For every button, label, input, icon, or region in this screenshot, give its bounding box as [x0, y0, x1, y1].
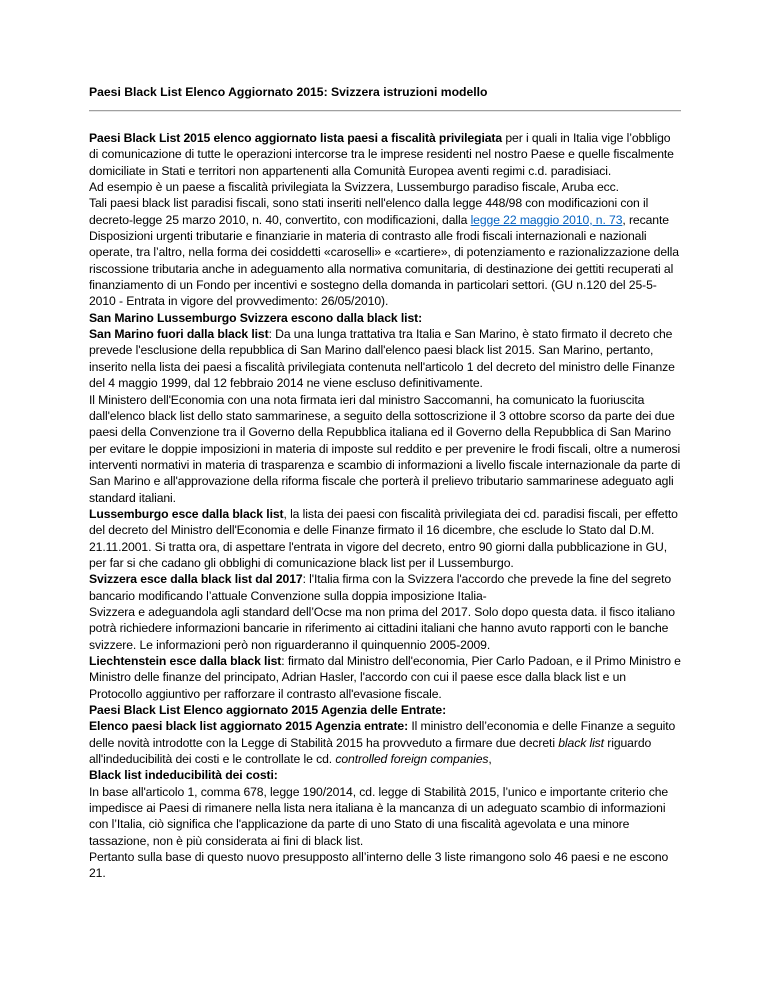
san-marino-text: : Da una lunga trattativa tra Italia e San Marino, è stato firmato il decreto che prevede l'esclusione della repubblica di San Marino dall'elenco paesi black list 2015. San Marino, pertanto, inserito nella lista dei paesi a fiscalità privilegiata contenuta nell'articolo 1 del decreto del ministro delle Finanze del 4 maggio 1999, dal 12 febbraio 2014 ne viene escluso definitivamente. [89, 327, 675, 391]
document-page [89, 84, 681, 882]
liechtenstein-bold: Liechtenstein esce dalla black list [89, 654, 282, 668]
agenzia-text: Il ministro dell’economia e delle Finanze a seguito delle novità introdotte con la Legge di Stabilità 2015 ha provveduto a firmare due decreti [89, 719, 676, 750]
law-link[interactable]: legge 22 maggio 2010, n. 73 [470, 212, 623, 227]
svizzera-paragraph [89, 571, 681, 604]
example-paragraph: Ad esempio è un paese a fiscalità privilegiata la Svizzera, Lussemburgo paradiso fiscale, Aruba ecc. [89, 180, 619, 195]
agenzia-text-3: , [488, 752, 492, 767]
horizontal-divider [89, 110, 681, 112]
intro-text: per i quali in Italia vige l’obbligo di comunicazione di tutte le operazioni intercorse tra le imprese residenti nel nostro Paese e quelle fiscalmente domiciliate in Stati e territori non appartenenti alla Comunità Europea aventi regimi c.d. paradisiaci. [89, 131, 674, 178]
san-marino-bold: San Marino fuori dalla black list [89, 327, 269, 342]
heading-agenzia-text: Paesi Black List Elenco aggiornato 2015 Agenzia delle Entrate: [89, 703, 447, 718]
intro-bold: Paesi Black List 2015 elenco aggiornato lista paesi a fiscalità privilegiata [89, 131, 503, 145]
lussemburgo-paragraph [89, 506, 681, 571]
agenzia-paragraph [89, 718, 681, 767]
ministero-paragraph: Il Ministero dell'Economia con una nota firmata ieri dal ministro Saccomanni, ha comunicato la fuoriuscita dall'elenco black list dello stato sammarinese, a seguito della sottoscrizione il 3 ottobre scorso da parte dei due paesi della Convenzione tra il Governo della Repubblica italiana ed il Governo della Repubblica di San Marino per evitare le doppie imposizioni in materia di imposte sul reddito e per prevenire le frodi fiscali, oltre a numerosi interventi normativi in materia di trasparenza e scambio di informazioni a livello fiscale internazionale da parte di San Marino e all'approvazione della riforma fiscale che porterà il prelievo tributario sammarinese adeguato agli standard italiani. [89, 392, 681, 505]
san-marino-paragraph [89, 326, 681, 391]
law-text: Tali paesi black list paradisi fiscali, sono stati inseriti nell'elenco dalla legge 448/98 con modificazioni con il decreto-legge 25 marzo 2010, n. 40, convertito, con modificazioni, dalla [89, 196, 649, 227]
lussemburgo-text: , la lista dei paesi con fiscalità privilegiata dei cd. paradisi fiscali, per effetto del decreto del Ministro dell'Economia e delle Finanze firmato il 16 dicembre, che esclude lo Stato dal D.M. 21.11.2001. Si tratta ora, di aspettare l'entrata in vigore del decreto, entro 90 giorni dalla pubblicazione in GU, per far si che cadano gli obblighi di comunicazione black list per il Lussemburgo. [89, 506, 678, 570]
svizzera-bold: Svizzera esce dalla black list dal 2017 [89, 572, 303, 587]
costi-paragraph-2: Pertanto sulla base di questo nuovo presupposto all’interno delle 3 liste rimangono solo 46 paesi e ne escono 21. [89, 850, 669, 881]
law-text-continued: , recante Disposizioni urgenti tributarie e finanziarie in materia di contrasto alle frodi fiscali internazionali e nazionali operate, tra l’altro, nella forma dei cosiddetti «caroselli» e «cartiere», di potenziamento e razionalizzazione della riscossione tributaria anche in adeguamento alla normativa comunitaria, di destinazione dei gettiti recuperati al finanziamento di un Fondo per incentivi e sostegno della domanda in particolari settori. (GU n.120 del 25-5-2010 - Entrata in vigore del provvedimento: 26/05/2010). [89, 212, 679, 309]
heading-costi [89, 767, 681, 783]
svizzera-paragraph-2: Svizzera e adeguandola agli standard dell’Ocse ma non prima del 2017. Solo dopo questa data. il fisco italiano potrà richiedere informazioni bancarie in riferimento ai cittadini italiani che hanno avuto rapporti con le banche svizzere. Le informazioni però non riguarderanno il quinquennio 2005-2009. [89, 604, 675, 652]
agenzia-italic-cfc: controlled foreign companies [335, 752, 489, 767]
law-paragraph [89, 195, 681, 309]
heading-exit [89, 310, 681, 326]
liechtenstein-text: : firmato dal Ministro dell'economia, Pier Carlo Padoan, e il Primo Ministro e Ministro delle finanze del principato, Adrian Hasler, l'accordo con cui il paese esce dalla black list e un Protocollo aggiuntivo per rafforzare il contrasto all'evasione fiscale. [89, 654, 681, 701]
heading-agenzia [89, 702, 681, 718]
page-title: Paesi Black List Elenco Aggiornato 2015: Svizzera istruzioni modello [89, 85, 488, 99]
svizzera-text: : l'Italia firma con la Svizzera l'accordo che prevede la fine del segreto bancario modificando l’attuale Convenzione sulla doppia imposizione Italia- [89, 572, 672, 603]
agenzia-italic-blacklist: black list [558, 735, 604, 750]
heading-exit-text: San Marino Lussemburgo Svizzera escono dalla black list: [89, 310, 423, 325]
agenzia-bold: Elenco paesi black list aggiornato 2015 Agenzia entrate: [89, 719, 409, 734]
costi-paragraph: In base all'articolo 1, comma 678, legge 190/2014, cd. legge di Stabilità 2015, l’unico e importante criterio che impedisce ai Paesi di rimanere nella lista nera italiana è la mancanza di un adeguato scambio di informazioni con l’Italia, ciò significa che l'applicazione da parte di uno Stato di una fiscalità agevolata e una minore tassazione, non è più considerata ai fini di black list. [89, 784, 669, 848]
lussemburgo-bold: Lussemburgo esce dalla black list [89, 506, 284, 521]
agenzia-text-2: riguardo all'indeducibilità dei costi e le controllate le cd. [89, 735, 652, 767]
intro-paragraph [89, 130, 681, 179]
heading-costi-text: Black list indeducibilità dei costi: [89, 768, 278, 783]
liechtenstein-paragraph [89, 653, 681, 702]
article-body [89, 130, 681, 882]
